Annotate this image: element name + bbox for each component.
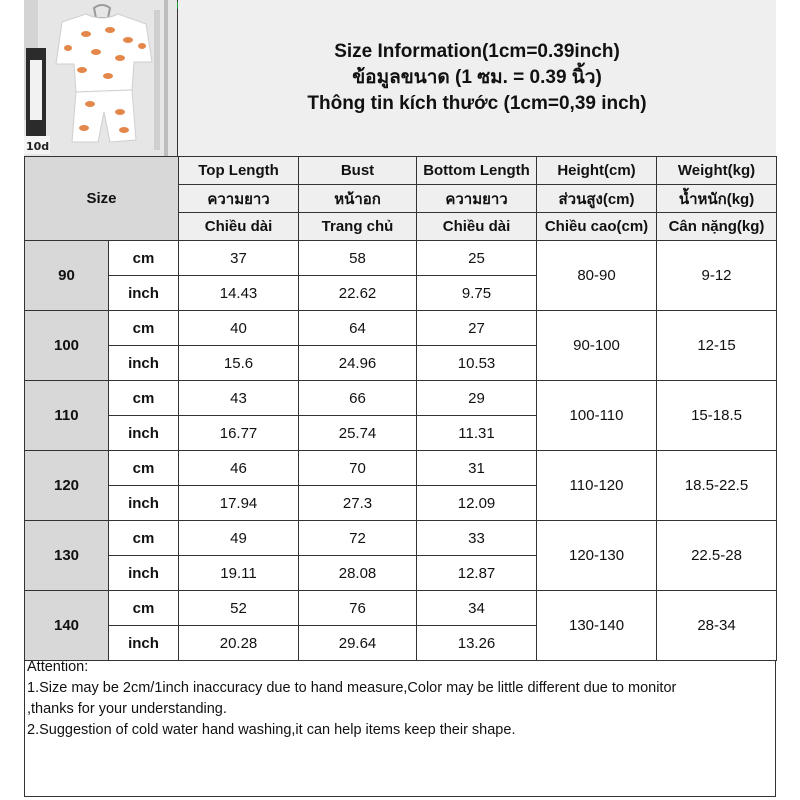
- bust-cm: 72: [299, 521, 417, 556]
- bottom-length-inch: 12.09: [417, 486, 537, 521]
- table-row: [25, 241, 777, 276]
- bottom-length-cm: 25: [417, 241, 537, 276]
- table-row: [25, 521, 777, 556]
- bust-inch: 24.96: [299, 346, 417, 381]
- product-photo-illustration: [24, 0, 178, 156]
- attention-title: Attention:: [27, 659, 89, 675]
- unit-inch: inch: [109, 626, 179, 661]
- col-header-vi: Cân nặng(kg): [657, 213, 777, 241]
- table-row: [25, 591, 777, 626]
- bottom-length-inch: 10.53: [417, 346, 537, 381]
- top-length-cm: 40: [179, 311, 299, 346]
- top-length-inch: 15.6: [179, 346, 299, 381]
- weight-range: 28-34: [657, 591, 777, 661]
- col-header-en: Height(cm): [537, 157, 657, 185]
- col-header-en: Bust: [299, 157, 417, 185]
- col-header-en: Bottom Length: [417, 157, 537, 185]
- top-length-cm: 46: [179, 451, 299, 486]
- col-header-en: Weight(kg): [657, 157, 777, 185]
- size-table: [24, 156, 777, 661]
- table-row: [25, 451, 777, 486]
- top-length-inch: 17.94: [179, 486, 299, 521]
- photo-tag-text: 10d: [26, 140, 50, 153]
- top-length-cm: 43: [179, 381, 299, 416]
- top-length-cm: 37: [179, 241, 299, 276]
- title-thai: ข้อมูลขนาด (1 ซม. = 0.39 นิ้ว): [352, 67, 602, 88]
- bottom-length-inch: 13.26: [417, 626, 537, 661]
- size-label: 140: [25, 591, 109, 661]
- bust-inch: 27.3: [299, 486, 417, 521]
- unit-inch: inch: [109, 486, 179, 521]
- attention-note-1: 1.Size may be 2cm/1inch inaccuracy due to hand measure,Color may be little different due to monitor: [27, 680, 677, 696]
- unit-cm: cm: [109, 241, 179, 276]
- col-header-th: น้ำหนัก(kg): [657, 185, 777, 213]
- bust-inch: 25.74: [299, 416, 417, 451]
- bottom-length-cm: 27: [417, 311, 537, 346]
- unit-inch: inch: [109, 276, 179, 311]
- top-length-inch: 16.77: [179, 416, 299, 451]
- weight-range: 22.5-28: [657, 521, 777, 591]
- unit-inch: inch: [109, 416, 179, 451]
- bottom-length-inch: 11.31: [417, 416, 537, 451]
- weight-range: 9-12: [657, 241, 777, 311]
- col-header-en: Top Length: [179, 157, 299, 185]
- weight-range: 12-15: [657, 311, 777, 381]
- bottom-length-cm: 34: [417, 591, 537, 626]
- attention-note-2: 2.Suggestion of cold water hand washing,it can help items keep their shape.: [27, 722, 516, 738]
- table-row: [25, 311, 777, 346]
- bust-cm: 70: [299, 451, 417, 486]
- bust-inch: 22.62: [299, 276, 417, 311]
- col-header-vi: Trang chủ: [299, 213, 417, 241]
- col-header-th: ความยาว: [417, 185, 537, 213]
- bottom-length-inch: 9.75: [417, 276, 537, 311]
- col-header-vi: Chiều cao(cm): [537, 213, 657, 241]
- bottom-length-cm: 31: [417, 451, 537, 486]
- bottom-length-inch: 12.87: [417, 556, 537, 591]
- unit-cm: cm: [109, 381, 179, 416]
- size-label: 130: [25, 521, 109, 591]
- col-header-th: ความยาว: [179, 185, 299, 213]
- col-header-vi: Chiều dài: [179, 213, 299, 241]
- title-block: [178, 0, 776, 156]
- unit-cm: cm: [109, 311, 179, 346]
- height-range: 110-120: [537, 451, 657, 521]
- bust-cm: 58: [299, 241, 417, 276]
- height-range: 100-110: [537, 381, 657, 451]
- title-english: Size Information(1cm=0.39inch): [334, 41, 620, 62]
- top-length-inch: 14.43: [179, 276, 299, 311]
- bust-inch: 28.08: [299, 556, 417, 591]
- unit-cm: cm: [109, 521, 179, 556]
- unit-cm: cm: [109, 451, 179, 486]
- size-label: 120: [25, 451, 109, 521]
- height-range: 120-130: [537, 521, 657, 591]
- size-label: 110: [25, 381, 109, 451]
- bottom-length-cm: 33: [417, 521, 537, 556]
- table-row: [25, 381, 777, 416]
- unit-cm: cm: [109, 591, 179, 626]
- top-length-cm: 49: [179, 521, 299, 556]
- height-range: 130-140: [537, 591, 657, 661]
- weight-range: 18.5-22.5: [657, 451, 777, 521]
- bust-cm: 66: [299, 381, 417, 416]
- unit-inch: inch: [109, 556, 179, 591]
- attention-notes: [25, 657, 775, 741]
- weight-range: 15-18.5: [657, 381, 777, 451]
- height-range: 90-100: [537, 311, 657, 381]
- height-range: 80-90: [537, 241, 657, 311]
- col-header-th: หน้าอก: [299, 185, 417, 213]
- top-length-inch: 19.11: [179, 556, 299, 591]
- col-header-th: ส่วนสูง(cm): [537, 185, 657, 213]
- bottom-length-cm: 29: [417, 381, 537, 416]
- size-header: Size: [25, 157, 179, 241]
- bust-cm: 76: [299, 591, 417, 626]
- size-label: 90: [25, 241, 109, 311]
- title-vietnamese: Thông tin kích thước (1cm=0,39 inch): [307, 93, 647, 114]
- bust-inch: 29.64: [299, 626, 417, 661]
- col-header-vi: Chiều dài: [417, 213, 537, 241]
- attention-note-1-cont: ,thanks for your understanding.: [27, 701, 227, 717]
- bust-cm: 64: [299, 311, 417, 346]
- product-photo: [24, 0, 178, 156]
- top-length-inch: 20.28: [179, 626, 299, 661]
- size-label: 100: [25, 311, 109, 381]
- top-length-cm: 52: [179, 591, 299, 626]
- unit-inch: inch: [109, 346, 179, 381]
